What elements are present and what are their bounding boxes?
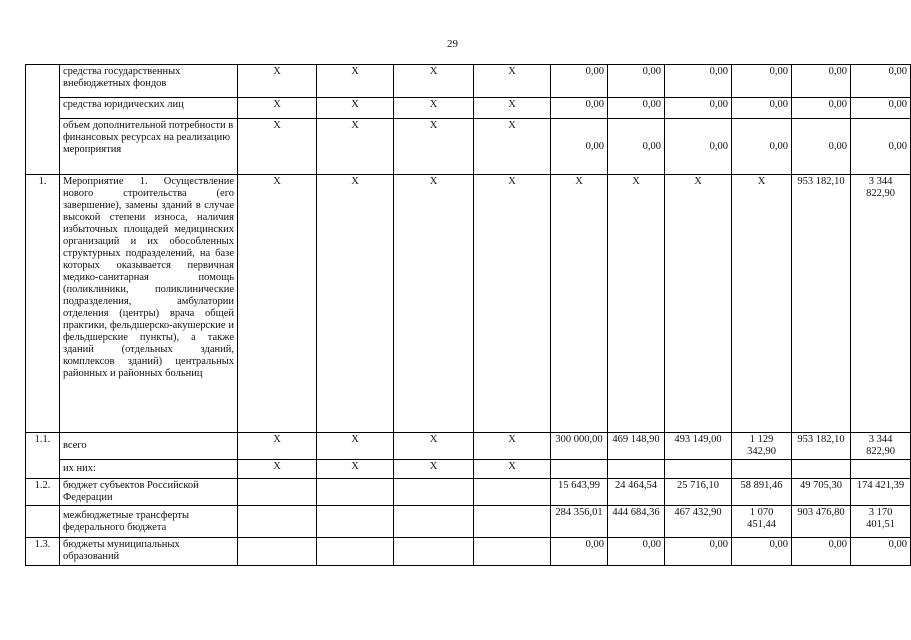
value-cell: 469 148,90 [608,433,665,460]
value-cell: 3 344 822,90 [851,175,911,433]
value-cell: 0,00 [665,538,732,566]
value-cell: 0,00 [665,65,732,98]
x-mark-cell: X [317,119,394,175]
x-mark-cell: X [474,175,551,433]
table-row [26,433,911,460]
value-cell: 0,00 [665,119,732,175]
row-description: бюджет субъектов Российской Федерации [60,479,238,506]
x-mark-cell: X [474,460,551,479]
x-mark-cell: X [474,433,551,460]
row-description: средства юридических лиц [60,98,238,119]
value-cell: 0,00 [851,65,911,98]
value-cell: 953 182,10 [792,433,851,460]
value-cell: 953 182,10 [792,175,851,433]
empty-cell [394,538,474,566]
empty-cell [551,460,608,479]
row-description: всего [60,433,238,460]
empty-cell [665,460,732,479]
row-description: межбюджетные трансферты федерального бюджета [60,506,238,538]
value-cell: 1 070 451,44 [732,506,792,538]
value-cell: 1 129 342,90 [732,433,792,460]
value-cell: X [732,175,792,433]
table-row [26,460,911,479]
table-row [26,506,911,538]
empty-cell [317,538,394,566]
value-cell: 467 432,90 [665,506,732,538]
value-cell: 903 476,80 [792,506,851,538]
x-mark-cell: X [317,175,394,433]
value-cell: 49 705,30 [792,479,851,506]
value-cell: 0,00 [608,98,665,119]
x-mark-cell: X [394,175,474,433]
row-description: объем дополнительной потребности в финансовых ресурсах на реализацию мероприятия [60,119,238,175]
value-cell: X [608,175,665,433]
x-mark-cell: X [238,460,317,479]
empty-cell [474,538,551,566]
x-mark-cell: X [238,175,317,433]
table-row [26,175,911,433]
value-cell: 0,00 [608,119,665,175]
row-number: 1. [26,175,60,433]
table-row [26,65,911,98]
value-cell: 0,00 [792,98,851,119]
value-cell: 0,00 [792,119,851,175]
value-cell: 284 356,01 [551,506,608,538]
empty-cell [317,479,394,506]
x-mark-cell: X [394,98,474,119]
table-row [26,98,911,119]
value-cell: 24 464,54 [608,479,665,506]
x-mark-cell: X [474,98,551,119]
empty-cell [474,479,551,506]
value-cell: 444 684,36 [608,506,665,538]
value-cell: X [665,175,732,433]
empty-cell [792,460,851,479]
x-mark-cell: X [238,98,317,119]
value-cell: 0,00 [732,65,792,98]
value-cell: 0,00 [551,98,608,119]
page-number: 29 [447,38,458,50]
value-cell: 15 643,99 [551,479,608,506]
row-number: 1.3. [26,538,60,566]
x-mark-cell: X [474,65,551,98]
budget-table [25,64,911,566]
table-row [26,538,911,566]
empty-cell [394,479,474,506]
x-mark-cell: X [394,433,474,460]
x-mark-cell: X [317,433,394,460]
row-number: 1.1. [26,433,60,479]
x-mark-cell: X [394,119,474,175]
table-row [26,119,911,175]
value-cell: 3 344 822,90 [851,433,911,460]
value-cell: 0,00 [792,538,851,566]
value-cell: 25 716,10 [665,479,732,506]
value-cell: 0,00 [792,65,851,98]
row-number-cell [26,506,60,538]
value-cell: X [551,175,608,433]
value-cell: 0,00 [608,65,665,98]
row-number-cell [26,65,60,175]
empty-cell [317,506,394,538]
value-cell: 300 000,00 [551,433,608,460]
value-cell: 174 421,39 [851,479,911,506]
value-cell: 0,00 [551,119,608,175]
empty-cell [732,460,792,479]
value-cell: 0,00 [851,538,911,566]
x-mark-cell: X [317,65,394,98]
x-mark-cell: X [394,460,474,479]
x-mark-cell: X [317,98,394,119]
x-mark-cell: X [317,460,394,479]
x-mark-cell: X [238,65,317,98]
empty-cell [238,479,317,506]
value-cell: 0,00 [551,538,608,566]
value-cell: 493 149,00 [665,433,732,460]
empty-cell [238,506,317,538]
value-cell: 0,00 [851,98,911,119]
value-cell: 3 170 401,51 [851,506,911,538]
value-cell: 0,00 [608,538,665,566]
row-description: их них: [60,460,238,479]
empty-cell [608,460,665,479]
value-cell: 0,00 [732,98,792,119]
empty-cell [851,460,911,479]
value-cell: 58 891,46 [732,479,792,506]
x-mark-cell: X [238,119,317,175]
value-cell: 0,00 [851,119,911,175]
row-number: 1.2. [26,479,60,506]
value-cell: 0,00 [665,98,732,119]
row-description: бюджеты муниципальных образований [60,538,238,566]
row-description: средства государственных внебюджетных фондов [60,65,238,98]
x-mark-cell: X [238,433,317,460]
value-cell: 0,00 [551,65,608,98]
empty-cell [238,538,317,566]
table-row [26,479,911,506]
x-mark-cell: X [394,65,474,98]
empty-cell [474,506,551,538]
value-cell: 0,00 [732,538,792,566]
empty-cell [394,506,474,538]
x-mark-cell: X [474,119,551,175]
row-description: Мероприятие 1. Осуществление нового строительства (его завершение), замены зданий в случае высокой степени износа, наличия избыточных площадей медицинских организаций и их обособленных структурных подразделений, на базе которых оказывается первичная медико-санитарная помощь (поликлиники, поликлинические подразделения, амбулатории отделения (центры) врача общей практики, фельдшерско-акушерские и фельдшерские пункты), а также зданий (отдельных зданий, комплексов зданий) центральных районных и районных больниц [60,175,238,433]
value-cell: 0,00 [732,119,792,175]
